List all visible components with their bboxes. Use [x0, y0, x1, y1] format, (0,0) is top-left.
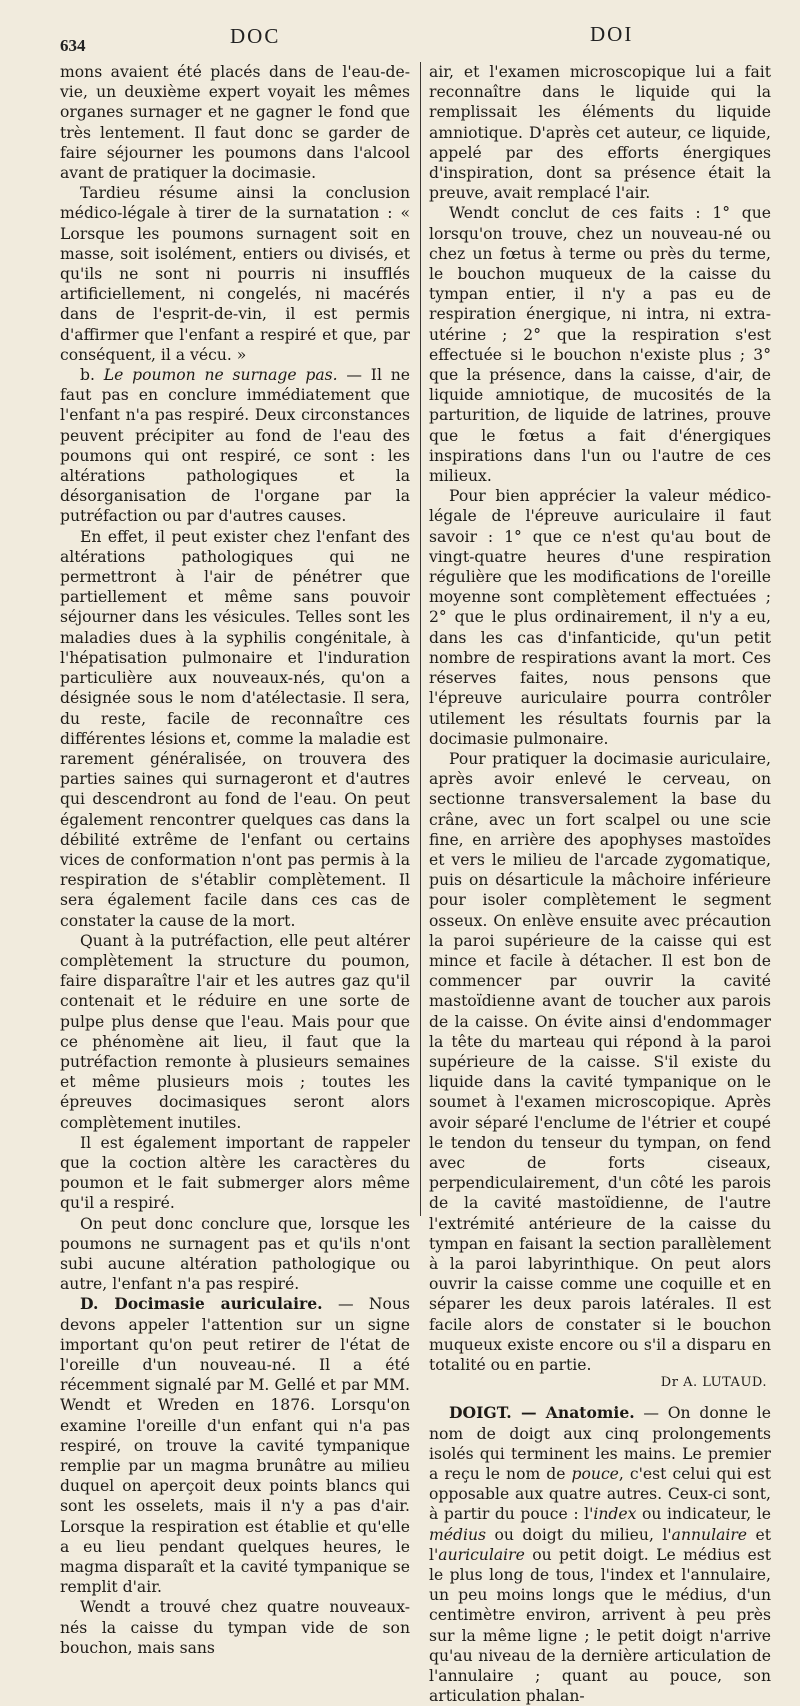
paragraph: Quant à la putréfaction, elle peut altérer complètement la structure du poumon, faire disparaître l'air et les autres gaz qu'il contenait et le réduire en une sorte de pulpe plus dense que l'eau. Mais pour que ce phénomène ait lieu, il faut que la putréfaction remonte à plusieurs semaines et même plusieurs mois ; toutes les épreuves docimasiques seront alors complètement inutiles. [60, 931, 410, 1132]
left-column [60, 62, 410, 1658]
paragraph: On peut donc conclure que, lorsque les poumons ne surnagent pas et qu'ils n'ont subi aucune altération pathologique ou autre, l'enfant n'a pas respiré. [60, 1214, 410, 1294]
page-header [0, 20, 800, 54]
section-label: b. [80, 366, 95, 385]
page-number: 634 [60, 36, 86, 55]
entry-heading: DOIGT. — Anatomie. [449, 1403, 635, 1423]
section-title: Le poumon ne surnage pas. [103, 366, 338, 385]
column-divider [420, 62, 421, 1216]
right-running-head: DOI [590, 22, 634, 46]
left-running-head: DOC [230, 24, 281, 48]
paragraph: En effet, il peut exister chez l'enfant des altérations pathologiques qui ne permettront à l'air de pénétrer que partiellement et même sans pouvoir séjourner dans les vésicules. Telles sont les maladies dues à la syphilis congénitale, à l'hépatisation pulmonaire et l'induration particulière aux nouveaux-nés, qu'on a désignée sous le nom d'atélectasie. Il sera, du reste, facile de reconnaître ces différentes lésions et, comme la maladie est rarement généralisée, on trouvera des parties saines qui surnageront et d'autres qui descendront au fond de l'eau. On peut également rencontrer quelques cas dans la débilité extrême de l'enfant ou certains vices de conformation n'ont pas permis à la respiration de s'établir complètement. Il sera également facile dans ces cas de constater la cause de la mort. [60, 527, 410, 930]
author-signature: Dr A. LUTAUD. [660, 1375, 767, 1391]
paragraph: Wendt conclut de ces faits : 1° que lorsqu'on trouve, chez un nouveau-né ou chez un fœtus à terme ou près du terme, le bouchon muqueux de la caisse du tympan entier, il n'y a pas eu de respiration énergique, ni intra, ni extra-utérine ; 2° que la respiration s'est effectuée si le bouchon n'existe plus ; 3° que la présence, dans la caisse, d'air, de liquide amniotique, de mucosités de la parturition, de liquide de latrines, prouve que le fœtus a fait d'énergiques inspirations dans l'un ou l'autre de ces milieux. [429, 204, 771, 486]
paragraph: mons avaient été placés dans de l'eau-de-vie, un deuxième expert voyait les mêmes organes surnager et ne gagner le fond que très lentement. Il faut donc se garder de faire séjourner les poumons dans l'alcool avant de pratiquer la docimasie. [60, 63, 410, 183]
paragraph: Wendt a trouvé chez quatre nouveaux-nés la caisse du tympan vide de son bouchon, mais sans [60, 1598, 410, 1657]
paragraph: DOIGT. — Anatomie. — On donne le nom de doigt aux cinq prolongements isolés qui terminent les mains. Le premier a reçu le nom de pouce, c'est celui qui est opposable aux quatre autres. Ceux-ci sont, à partir du pouce : l'index ou indicateur, le médius ou doigt du milieu, l'annulaire et l'auriculaire ou petit doigt. Le médius est le plus long de tous, l'index et l'annulaire, un peu moins longs que le médius, d'un centimètre environ, arrivent à peu près sur la même ligne ; le petit doigt n'arrive qu'au niveau de la dernière articulation de l'annulaire ; quant au pouce, son articulation phalan- [429, 1403, 772, 1706]
section-heading: D. Docimasie auriculaire. [80, 1294, 323, 1314]
paragraph: Tardieu résume ainsi la conclusion médico-légale à tirer de la surnatation : « Lorsque les poumons surnagent soit en masse, soit isolément, entiers ou divisés, et qu'ils ne sont ni pourris ni insufflés artificiellement, ni congelés, ni macérés dans de l'esprit-de-vin, il est permis d'affirmer que l'enfant a respiré et que, par conséquent, il a vécu. » [60, 184, 410, 364]
paragraph: b. Le poumon ne surnage pas. — Il ne faut pas en conclure immédiatement que l'enfant n'a pas respiré. Deux circonstances peuvent précipiter au fond de l'eau des poumons qui ont respiré, ce sont : les altérations pathologiques et la désorganisation de l'organe par la putréfaction ou par d'autres causes. [60, 366, 410, 526]
paragraph: Pour pratiquer la docimasie auriculaire, après avoir enlevé le cerveau, on sectionne transversalement la base du crâne, avec un fort scalpel ou une scie fine, en arrière des apophyses mastoïdes et vers le milieu de l'arcade zygomatique, puis on désarticule la mâchoire inférieure pour isoler complètement le segment osseux. On enlève ensuite avec précaution la paroi supérieure de la caisse qui est mince et facile à détacher. Il est bon de commencer par ouvrir la cavité mastoïdienne avant de toucher aux parois de la caisse. On évite ainsi d'endommager la tête du marteau qui répond à la paroi supérieure de la caisse. S'il existe du liquide dans la cavité tympanique on le soumet à l'examen microscopique. Après avoir séparé l'enclume de l'étrier et coupé le tendon du tenseur du tympan, on fend avec de forts ciseaux, perpendiculairement, d'un côté les parois de la cavité mastoïdienne, de l'autre l'extrémité antérieure de la caisse du tympan en faisant la section parallèlement à la paroi labyrinthique. On peut alors ouvrir la caisse comme une coquille et en séparer les deux parois latérales. Il est facile alors de constater si le bouchon muqueux existe encore ou s'il a disparu en totalité ou en partie. [429, 749, 771, 1374]
right-column [429, 62, 771, 1706]
paragraph: air, et l'examen microscopique lui a fait reconnaître dans le liquide qui la remplissait les éléments du liquide amniotique. D'après cet auteur, ce liquide, appelé par des efforts énergiques d'inspiration, dont sa présence était la preuve, avait remplacé l'air. [429, 63, 771, 203]
paragraph: Il est également important de rappeler que la coction altère les caractères du poumon et le fait submerger alors même qu'il a respiré. [60, 1133, 410, 1213]
paragraph: Pour bien apprécier la valeur médico-légale de l'épreuve auriculaire il faut savoir : 1° que ce n'est qu'au bout de vingt-quatre heures d'une respiration régulière que les modifications de l'oreille moyenne sont complètement effectuées ; 2° que le plus ordinairement, il n'y a eu, dans les cas d'infanticide, qu'un petit nombre de respirations avant la mort. Ces réserves faites, nous pensons que l'épreuve auriculaire pourra contrôler utilement les résultats fournis par la docimasie pulmonaire. [429, 487, 771, 748]
paragraph: D. Docimasie auriculaire. — Nous devons appeler l'attention sur un signe important qu'on peut retirer de l'état de l'oreille d'un nouveau-né. Il a été récemment signalé par M. Gellé et par MM. Wendt et Wreden en 1876. Lorsqu'on examine l'oreille d'un enfant qui n'a pas respiré, on trouve la cavité tympanique remplie par un magma brunâtre au milieu duquel on aperçoit deux points blancs qui sont les osselets, mais il n'y a pas d'air. Lorsque la respiration est établie et qu'elle a eu lieu pendant quelques heures, le magma disparaît et la cavité tympanique se remplit d'air. [60, 1294, 410, 1597]
